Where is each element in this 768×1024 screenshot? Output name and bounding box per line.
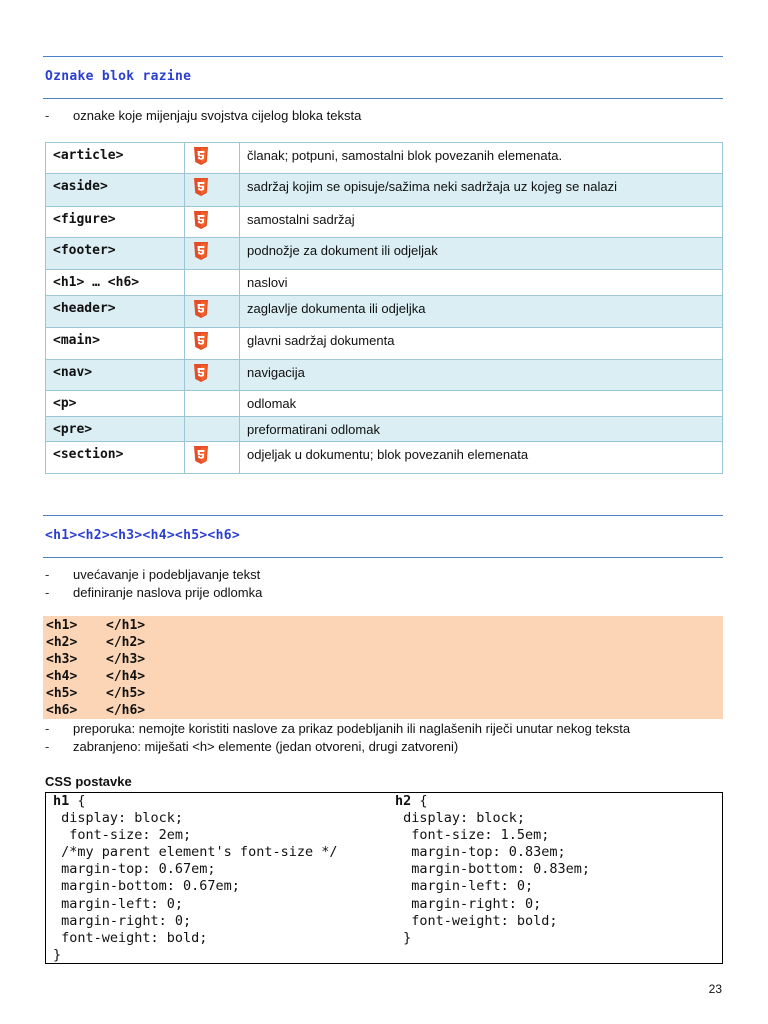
css-settings-title: CSS postavke	[45, 774, 132, 789]
css-code-box	[45, 792, 723, 964]
html5-cell	[185, 143, 240, 174]
list-item: - preporuka: nemojte koristiti naslove za prikaz podebljanih ili naglašenih riječi unutar nekog teksta	[45, 721, 631, 736]
css-h1-rules: h1 { display: block; font-size: 2em; /*my parent element's font-size */ margin-top: 0.67em; margin-bottom: 0.67em; margin-left: 0; margin-right: 0; font-weight: bold; }	[53, 793, 338, 963]
tag-description-cell: navigacija	[240, 360, 723, 391]
code-line: <h6> </h6>	[46, 703, 146, 718]
html5-cell	[185, 207, 240, 238]
list-item: - definiranje naslova prije odlomka	[45, 585, 263, 600]
html5-cell	[185, 270, 240, 296]
top-rule	[43, 56, 723, 57]
table-row	[46, 238, 723, 270]
section-title-block-tags: Oznake blok razine	[45, 69, 192, 84]
code-line: <h4> </h4>	[46, 669, 146, 684]
html5-icon	[193, 178, 209, 196]
list-item: - oznake koje mijenjaju svojstva cijelog bloka teksta	[45, 108, 362, 123]
section-rule	[43, 98, 723, 99]
tag-name-cell: <main>	[46, 328, 185, 360]
tag-name-cell: <pre>	[46, 417, 185, 442]
tag-name-cell: <nav>	[46, 360, 185, 391]
list-item: - uvećavanje i podebljavanje tekst	[45, 567, 261, 582]
tag-description-cell: podnožje za dokument ili odjeljak	[240, 238, 723, 270]
html5-icon	[193, 300, 209, 318]
html5-icon	[193, 211, 209, 229]
tag-name-cell: <footer>	[46, 238, 185, 270]
html5-cell	[185, 238, 240, 270]
tag-description-cell: sadržaj kojim se opisuje/sažima neki sadržaja uz kojeg se nalazi	[240, 174, 723, 207]
tag-description-cell: glavni sadržaj dokumenta	[240, 328, 723, 360]
tag-description-cell: članak; potpuni, samostalni blok povezanih elemenata.	[240, 143, 723, 174]
table-row	[46, 270, 723, 296]
tag-name-cell: <p>	[46, 391, 185, 417]
html5-cell	[185, 328, 240, 360]
tag-name-cell: <article>	[46, 143, 185, 174]
table-row	[46, 296, 723, 328]
page-number: 23	[708, 982, 722, 996]
table-row	[46, 207, 723, 238]
section-title-headings: <h1><h2><h3><h4><h5><h6>	[45, 528, 241, 543]
code-line: <h1> </h1>	[46, 618, 146, 633]
table-row	[46, 174, 723, 207]
table-row	[46, 417, 723, 442]
html5-cell	[185, 360, 240, 391]
table-row	[46, 328, 723, 360]
html5-icon	[193, 332, 209, 350]
html5-icon	[193, 147, 209, 165]
tag-name-cell: <aside>	[46, 174, 185, 207]
html5-icon	[193, 446, 209, 464]
tag-description-cell: zaglavlje dokumenta ili odjeljka	[240, 296, 723, 328]
table-row	[46, 442, 723, 474]
tag-description-cell: preformatirani odlomak	[240, 417, 723, 442]
table-row	[46, 143, 723, 174]
list-item: - zabranjeno: miješati <h> elemente (jedan otvoreni, drugi zatvoreni)	[45, 739, 459, 754]
tag-name-cell: <header>	[46, 296, 185, 328]
table-row	[46, 391, 723, 417]
html5-cell	[185, 442, 240, 474]
tag-description-cell: samostalni sadržaj	[240, 207, 723, 238]
tag-description-cell: odlomak	[240, 391, 723, 417]
html5-cell	[185, 296, 240, 328]
html5-icon	[193, 364, 209, 382]
code-line: <h3> </h3>	[46, 652, 146, 667]
table-row	[46, 360, 723, 391]
html5-cell	[185, 417, 240, 442]
html5-cell	[185, 174, 240, 207]
css-h2-rules: h2 { display: block; font-size: 1.5em; margin-top: 0.83em; margin-bottom: 0.83em; margin-left: 0; margin-right: 0; font-weight: bold; }	[395, 793, 591, 946]
section-rule	[43, 557, 723, 558]
tag-name-cell: <h1> … <h6>	[46, 270, 185, 296]
block-tags-table	[45, 142, 723, 474]
code-line: <h5> </h5>	[46, 686, 146, 701]
tag-name-cell: <section>	[46, 442, 185, 474]
html5-cell	[185, 391, 240, 417]
tag-description-cell: naslovi	[240, 270, 723, 296]
html5-icon	[193, 242, 209, 260]
tag-description-cell: odjeljak u dokumentu; blok povezanih elemenata	[240, 442, 723, 474]
tag-name-cell: <figure>	[46, 207, 185, 238]
code-line: <h2> </h2>	[46, 635, 146, 650]
section-rule	[43, 515, 723, 516]
